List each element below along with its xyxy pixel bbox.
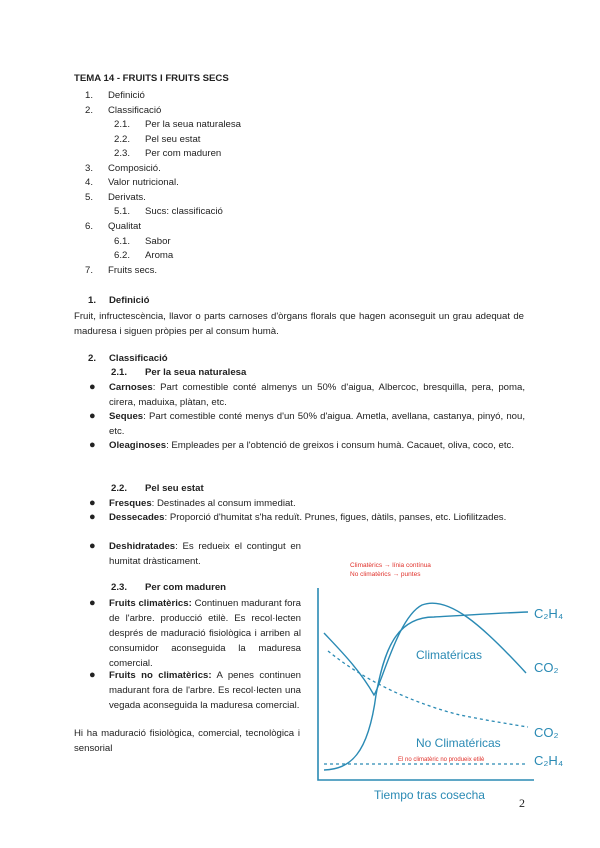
figure-legend-line2: No climatèrics → puntes [350,571,421,578]
bullet-icon: ● [89,410,96,422]
page-number: 2 [519,796,525,810]
toc-label: Derivats. [108,191,146,203]
section-2-3-heading [111,582,227,593]
bullet-icon: ● [89,497,96,509]
item-term: Fruits climatèrics: [109,598,192,609]
list-item [89,510,525,525]
bullet-icon: ● [89,439,96,451]
item-text: Continuen madurant fora de l'arbre. producció etilè. Es recol·lecten després de maduració fisiològica i arriben al consumidor aconseguida la maduresa comercial. [109,598,301,669]
toc-number: 5. [85,191,94,203]
list-item [89,668,302,713]
bullet-icon: ● [89,511,96,523]
figure-axes [318,588,534,780]
section-number: 2.2. [111,483,128,494]
toc-number: 2.1. [114,119,131,131]
toc-label: Composició. [108,162,161,174]
section-title: Per com maduren [145,582,227,593]
toc-number: 1. [85,90,94,101]
figure-legend-line1: Climatèrics → línia contínua [350,562,431,569]
label-climatericas: Climatéricas [416,648,483,662]
item-text: : Empleades per a l'obtenció de greixos i consum humà. Cacauet, oliva, coco, etc. [166,440,514,451]
toc-label: Per com maduren [145,148,222,160]
section-number: 2.1. [111,367,128,378]
label-co2-top: CO₂ [534,660,559,675]
toc-label: Pel seu estat [145,133,201,145]
figure-red-note: El no climatèric no produeix etilè [398,757,485,763]
toc-label: Classificació [108,104,162,116]
section-number: 2. [88,353,97,364]
toc-label: Sabor [145,235,171,247]
toc-label: Qualitat [108,220,142,232]
list-item [89,380,525,410]
section-1-heading [88,295,150,306]
section-2-2-heading [111,483,204,494]
definition-paragraph: Fruit, infructescència, llavor o parts carnoses d'òrgans florals que hagen aconseguit un grau adequat de maduresa i siguen pròpies per al consum humà. [74,311,524,337]
toc-number: 5.1. [114,206,131,218]
toc-label: Fruits secs. [108,264,158,276]
bullet-icon: ● [89,597,96,609]
item-term: Carnoses [109,382,153,393]
label-no-climatericas: No Climatéricas [416,736,501,750]
list-item [89,596,301,671]
toc-label: Aroma [145,250,174,262]
item-term: Oleaginoses [109,440,167,451]
label-c2h4-top: C₂H₄ [534,606,564,621]
item-text: : Part comestible conté almenys un 50% d'aigua, Albercoc, bresquilla, pera, poma, cirera, maduixa, plàtan, etc. [109,382,525,408]
document-title: TEMA 14 - FRUITS I FRUITS SECS [74,73,229,84]
item-term: Fresques [109,498,152,509]
toc-label: Valor nutricional. [108,177,179,189]
toc-number: 2. [85,104,94,116]
ripening-figure [310,555,586,805]
label-c2h4-bottom: C₂H₄ [534,753,564,768]
toc-number: 2.3. [114,148,131,160]
toc-number: 4. [85,177,94,189]
toc-number: 6.1. [114,235,131,247]
list-item [89,496,525,511]
section-number: 2.3. [111,582,128,593]
section-title: Per la seua naturalesa [145,367,247,378]
toc-number: 7. [85,264,94,276]
section-title: Pel seu estat [145,483,204,494]
list-item [89,409,525,439]
non-climacteric-co2-curve [328,651,528,727]
maturation-note: Hi ha maduració fisiològica, comercial, tecnològica i sensorial [74,728,300,754]
list-item [89,539,301,569]
toc-number: 2.2. [114,133,131,145]
figure-x-axis-label: Tiempo tras cosecha [374,788,485,802]
section-title: Definició [109,295,150,306]
toc-number: 6.2. [114,250,131,262]
bullet-icon: ● [89,669,96,681]
item-term: Seques [109,411,144,422]
section-2-heading [88,353,168,364]
bullet-icon: ● [89,540,96,552]
item-term: Dessecades [109,512,165,523]
toc-label: Per la seua naturalesa [145,119,241,131]
item-text: : Proporció d'humitat s'ha reduït. Prunes, figues, dàtils, panses, etc. Liofilitzades. [164,512,507,523]
section-2-1-heading [111,367,247,378]
toc-number: 3. [85,162,94,174]
list-item [89,438,525,453]
section-title: Classificació [109,353,168,364]
bullet-icon: ● [89,381,96,393]
toc-label: Definició [108,90,145,101]
item-text: : Es redueix el contingut en humitat dràsticament. [109,541,301,567]
item-text: : Part comestible conté menys d'un 50% d'aigua. Ametla, avellana, castanya, pinyó, nou, etc. [109,411,525,437]
section-number: 1. [88,295,97,306]
toc-number: 6. [85,220,94,232]
item-term: Fruits no climatèrics: [109,670,212,681]
item-text: A penes continuen madurant fora de l'arbre. Es recol·lecten una vegada aconseguida la maduresa comercial. [109,670,302,711]
item-text: : Destinades al consum immediat. [151,498,296,509]
item-term: Deshidratades [109,541,176,552]
toc-label: Sucs: classificació [145,206,223,218]
label-co2-bottom: CO₂ [534,725,559,740]
